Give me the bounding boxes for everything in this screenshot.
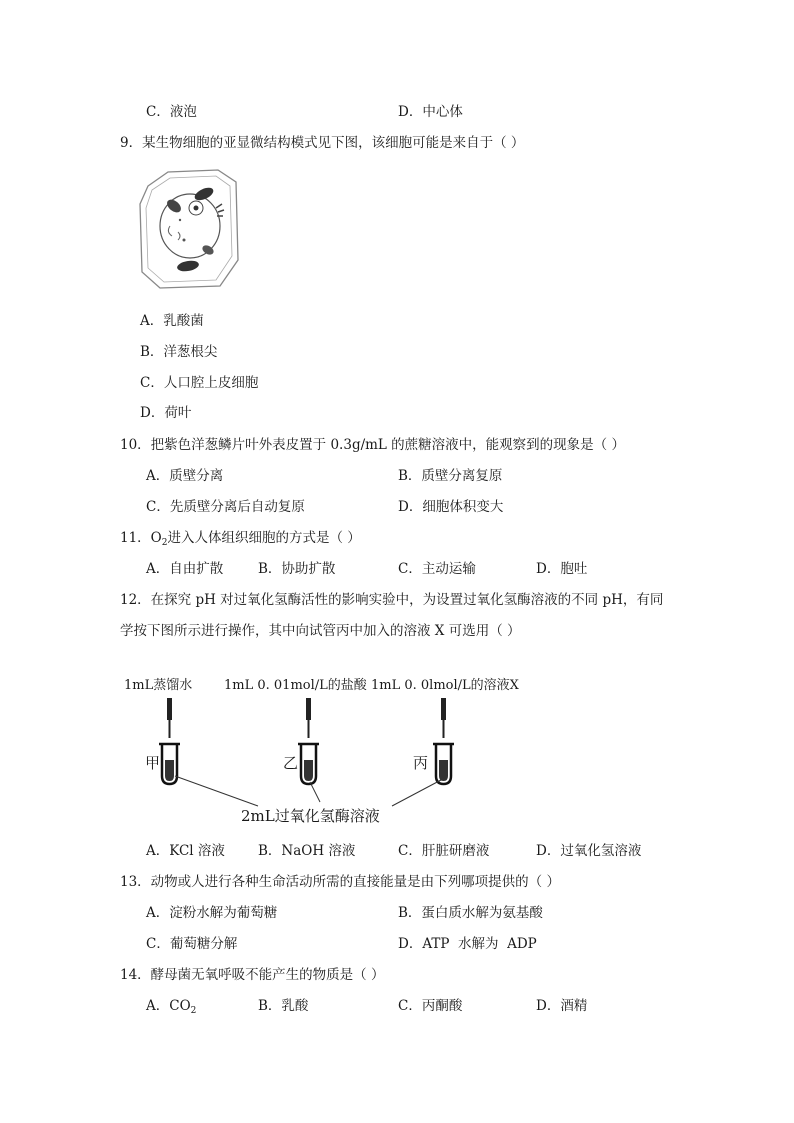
q9-option-b: B．洋葱根尖 <box>140 344 218 360</box>
q10-stem: 10．把紫色洋葱鳞片叶外表皮置于 0.3g/mL 的蔗糖溶液中，能观察到的现象是（ ） <box>120 437 625 453</box>
q13-stem: 13．动物或人进行各种生命活动所需的直接能量是由下列哪项提供的（ ） <box>120 874 560 890</box>
q14-option-d: D．酒精 <box>536 998 588 1014</box>
q8-option-c: C．液泡 <box>146 104 197 120</box>
q14-option-a: A．$CO_2$ <box>146 998 197 1016</box>
q9-stem: 9．某生物细胞的亚显微结构模式见下图，该细胞可能是来自于（ ） <box>120 135 525 151</box>
q13-option-a: A．淀粉水解为葡萄糖 <box>146 905 278 921</box>
q9-option-d: D．荷叶 <box>140 405 192 421</box>
tube-label-bing: 丙 <box>413 754 429 772</box>
tube-label-jia: 甲 <box>145 754 161 772</box>
q9-option-a: A．乳酸菌 <box>140 313 204 329</box>
q10-option-c: C．先质壁分离后自动复原 <box>146 499 305 515</box>
tube-label-yi: 乙 <box>283 754 299 772</box>
q8-option-d: D．中心体 <box>398 104 463 120</box>
q10-option-b: B．质壁分离复原 <box>398 468 503 484</box>
q12-option-d: D．过氧化氢溶液 <box>536 843 642 859</box>
fig-label-hcl: 1mL 0. 01mol/L的盐酸 <box>224 678 367 693</box>
dropper-1 <box>167 698 172 738</box>
fig-label-solution-x: 1mL 0. 0lmol/L的溶液X <box>371 678 519 693</box>
q13-option-d: D．ATP 水解为 ADP <box>398 936 537 952</box>
q14-option-c: C．丙酮酸 <box>398 998 463 1014</box>
q9-option-c: C．人口腔上皮细胞 <box>140 375 259 391</box>
fig-label-enzyme-solution: 2mL过氧化氢酶溶液 <box>241 807 380 825</box>
q13-option-b: B．蛋白质水解为氨基酸 <box>398 905 543 921</box>
q10-option-a: A．质壁分离 <box>146 468 224 484</box>
q11-stem: 11．$O_2$进入人体组织细胞的方式是（ ） <box>120 530 361 548</box>
q12-option-c: C．肝脏研磨液 <box>398 843 490 859</box>
cell-diagram-image <box>138 168 242 292</box>
q11-option-c: C．主动运输 <box>398 561 476 577</box>
q12-option-a: A．KCl 溶液 <box>146 843 225 859</box>
q12-option-b: B．NaOH 溶液 <box>258 843 356 859</box>
q11-option-a: A．自由扩散 <box>146 561 224 577</box>
q14-stem: 14．酵母菌无氧呼吸不能产生的物质是（ ） <box>120 967 385 983</box>
q11-option-b: B．协助扩散 <box>258 561 336 577</box>
q10-option-d: D．细胞体积变大 <box>398 499 504 515</box>
fig-label-distilled-water: 1mL蒸馏水 <box>124 678 193 693</box>
q12-stem-line-2: 学按下图所示进行操作，其中向试管丙中加入的溶液 X 可选用（ ） <box>120 623 521 639</box>
q14-option-b: B．乳酸 <box>258 998 309 1014</box>
dropper-2 <box>306 698 311 738</box>
q11-option-d: D．胞吐 <box>536 561 588 577</box>
q12-stem-line-1: 12．在探究 pH 对过氧化氢酶活性的影响实验中，为设置过氧化氢酶溶液的不同 pH，有同 <box>120 592 664 608</box>
dropper-3 <box>441 698 446 738</box>
q13-option-c: C．葡萄糖分解 <box>146 936 238 952</box>
